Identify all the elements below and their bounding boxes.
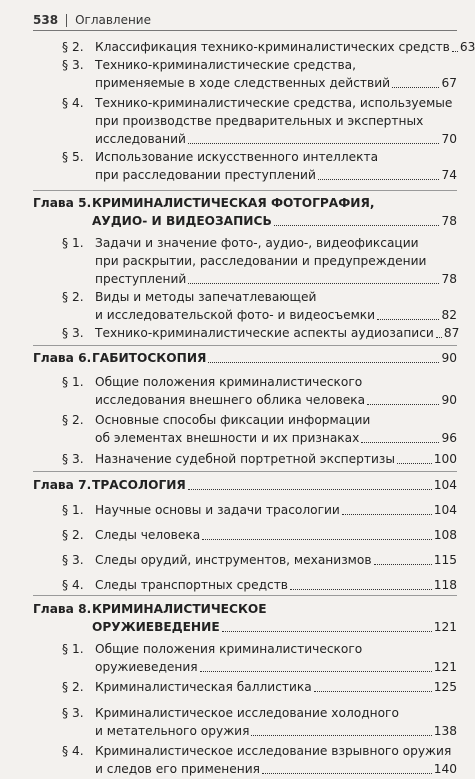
- dot-leader: [314, 691, 432, 692]
- dot-leader: [377, 319, 439, 320]
- entry-title-line: Технико-криминалистические средства,: [95, 58, 357, 72]
- entry-page-number: 96: [441, 431, 457, 445]
- dot-leader: [318, 179, 440, 180]
- entry-title-line: Технико-криминалистические средства, используемые: [95, 96, 453, 110]
- section-number: § 3.: [62, 553, 84, 567]
- section-number: § 1.: [62, 236, 84, 250]
- section-number: § 1.: [62, 642, 84, 656]
- entry-page-number: 82: [441, 308, 457, 322]
- toc-section: [0, 148, 475, 184]
- entry-title-line: Основные способы фиксации информации: [95, 413, 371, 427]
- entry-page-number: 67: [441, 76, 457, 90]
- dot-leader: [342, 514, 432, 515]
- toc-section: [0, 94, 475, 148]
- dot-leader: [361, 442, 439, 443]
- toc-section: [0, 742, 475, 778]
- entry-title-line: ТРАСОЛОГИЯ: [92, 478, 186, 492]
- toc-section: [0, 288, 475, 324]
- entry-title-line: применяемые в ходе следственных действий: [95, 76, 391, 90]
- dot-leader: [188, 143, 440, 144]
- entry-title-line: и следов его применения: [95, 762, 260, 776]
- dot-leader: [262, 773, 432, 774]
- toc-chapter: [0, 600, 475, 636]
- toc-section: [0, 704, 475, 740]
- section-number: § 1.: [62, 375, 84, 389]
- section-number: § 2.: [62, 413, 84, 427]
- entry-title-line: Криминалистическое исследование взрывного оружия: [95, 744, 452, 758]
- entry-page-number: 104: [433, 478, 457, 492]
- section-number: § 2.: [62, 528, 84, 542]
- entry-title-line: исследований: [95, 132, 186, 146]
- section-number: § 4.: [62, 96, 84, 110]
- dot-leader: [397, 463, 432, 464]
- dot-leader: [374, 564, 432, 565]
- dot-leader: [188, 489, 432, 490]
- entry-title-line: Криминалистическое исследование холодного: [95, 706, 399, 720]
- section-number: § 3.: [62, 452, 84, 466]
- entry-page-number: 108: [433, 528, 457, 542]
- entry-title-line: Классификация технико-криминалистических средств: [95, 40, 450, 54]
- dot-leader: [251, 735, 431, 736]
- toc-section: [0, 38, 475, 56]
- entry-title-line: Общие положения криминалистического: [95, 375, 363, 389]
- toc-section: [0, 56, 475, 92]
- entry-page-number: 121: [433, 660, 457, 674]
- section-number: § 5.: [62, 150, 84, 164]
- chapter-divider: [33, 190, 457, 191]
- entry-page-number: 125: [433, 680, 457, 694]
- entry-title-line: об элементах внешности и их признаках: [95, 431, 360, 445]
- entry-title-line: Задачи и значение фото-, аудио-, видеофиксации: [95, 236, 419, 250]
- toc-section: [0, 234, 475, 288]
- entry-title-line: ОРУЖИЕВЕДЕНИЕ: [92, 620, 220, 634]
- dot-leader: [367, 404, 439, 405]
- dot-leader: [208, 362, 439, 363]
- entry-title-line: КРИМИНАЛИСТИЧЕСКАЯ ФОТОГРАФИЯ,: [92, 196, 375, 210]
- toc-section: [0, 324, 475, 342]
- running-title: Оглавление: [75, 13, 151, 27]
- entry-title-line: исследования внешнего облика человека: [95, 393, 366, 407]
- page-number: 538: [33, 13, 59, 27]
- entry-page-number: 74: [441, 168, 457, 182]
- entry-title-line: ГАБИТОСКОПИЯ: [92, 351, 207, 365]
- toc-section: [0, 526, 475, 544]
- chapter-number: Глава 6.: [33, 351, 92, 365]
- toc-section: [0, 501, 475, 519]
- section-number: § 4.: [62, 578, 84, 592]
- entry-title-line: преступлений: [95, 272, 187, 286]
- dot-leader: [188, 283, 439, 284]
- toc-chapter: [0, 194, 475, 230]
- chapter-divider: [33, 471, 457, 472]
- entry-page-number: 70: [441, 132, 457, 146]
- dot-leader: [202, 539, 432, 540]
- entry-page-number: 138: [433, 724, 457, 738]
- entry-title-line: Виды и методы запечатлевающей: [95, 290, 317, 304]
- section-number: § 1.: [62, 503, 84, 517]
- toc-section: [0, 450, 475, 468]
- toc-section: [0, 373, 475, 409]
- entry-title-line: Научные основы и задачи трасологии: [95, 503, 340, 517]
- dot-leader: [290, 589, 432, 590]
- entry-title-line: и метательного оружия: [95, 724, 250, 738]
- entry-title-line: Назначение судебной портретной экспертизы: [95, 452, 395, 466]
- toc-section: [0, 411, 475, 447]
- entry-page-number: 78: [441, 272, 457, 286]
- entry-title-line: Следы человека: [95, 528, 201, 542]
- entry-page-number: 90: [441, 393, 457, 407]
- chapter-number: Глава 8.: [33, 602, 92, 616]
- entry-page-number: 118: [433, 578, 457, 592]
- entry-title-line: Использование искусственного интеллекта: [95, 150, 379, 164]
- toc-section: [0, 576, 475, 594]
- toc-section: [0, 678, 475, 696]
- dot-leader: [392, 87, 439, 88]
- dot-leader: [274, 225, 440, 226]
- dot-leader: [200, 671, 432, 672]
- entry-page-number: 90: [441, 351, 457, 365]
- entry-page-number: 87: [443, 326, 460, 340]
- section-number: § 2.: [62, 680, 84, 694]
- dot-leader: [222, 631, 432, 632]
- section-number: § 3.: [62, 706, 84, 720]
- entry-title-line: оружиеведения: [95, 660, 198, 674]
- section-number: § 3.: [62, 58, 84, 72]
- dot-leader: [452, 51, 458, 52]
- entry-title-line: КРИМИНАЛИСТИЧЕСКОЕ: [92, 602, 267, 616]
- toc-section: [0, 551, 475, 569]
- entry-title-line: Следы орудий, инструментов, механизмов: [95, 553, 372, 567]
- entry-page-number: 140: [433, 762, 457, 776]
- entry-title-line: при производстве предварительных и экспертных: [95, 114, 424, 128]
- entry-page-number: 78: [441, 214, 457, 228]
- entry-title-line: Криминалистическая баллистика: [95, 680, 312, 694]
- dot-leader: [436, 337, 442, 338]
- entry-page-number: 63: [459, 40, 475, 54]
- chapter-divider: [33, 345, 457, 346]
- section-number: § 2.: [62, 290, 84, 304]
- section-number: § 2.: [62, 40, 84, 54]
- entry-title-line: АУДИО- И ВИДЕОЗАПИСЬ: [92, 214, 272, 228]
- chapter-number: Глава 5.: [33, 196, 92, 210]
- entry-title-line: Следы транспортных средств: [95, 578, 288, 592]
- entry-page-number: 104: [433, 503, 457, 517]
- toc-section: [0, 640, 475, 676]
- entry-title-line: Технико-криминалистические аспекты аудиозаписи: [95, 326, 434, 340]
- chapter-number: Глава 7.: [33, 478, 92, 492]
- chapter-divider: [33, 595, 457, 596]
- toc-chapter: [0, 476, 475, 494]
- section-number: § 4.: [62, 744, 84, 758]
- entry-title-line: Общие положения криминалистического: [95, 642, 363, 656]
- toc-chapter: [0, 349, 475, 367]
- entry-title-line: при расследовании преступлений: [95, 168, 316, 182]
- entry-title-line: и исследовательской фото- и видеосъемки: [95, 308, 376, 322]
- entry-page-number: 115: [433, 553, 457, 567]
- entry-page-number: 121: [433, 620, 457, 634]
- entry-page-number: 100: [433, 452, 457, 466]
- section-number: § 3.: [62, 326, 84, 340]
- entry-title-line: при раскрытии, расследовании и предупреждении: [95, 254, 427, 268]
